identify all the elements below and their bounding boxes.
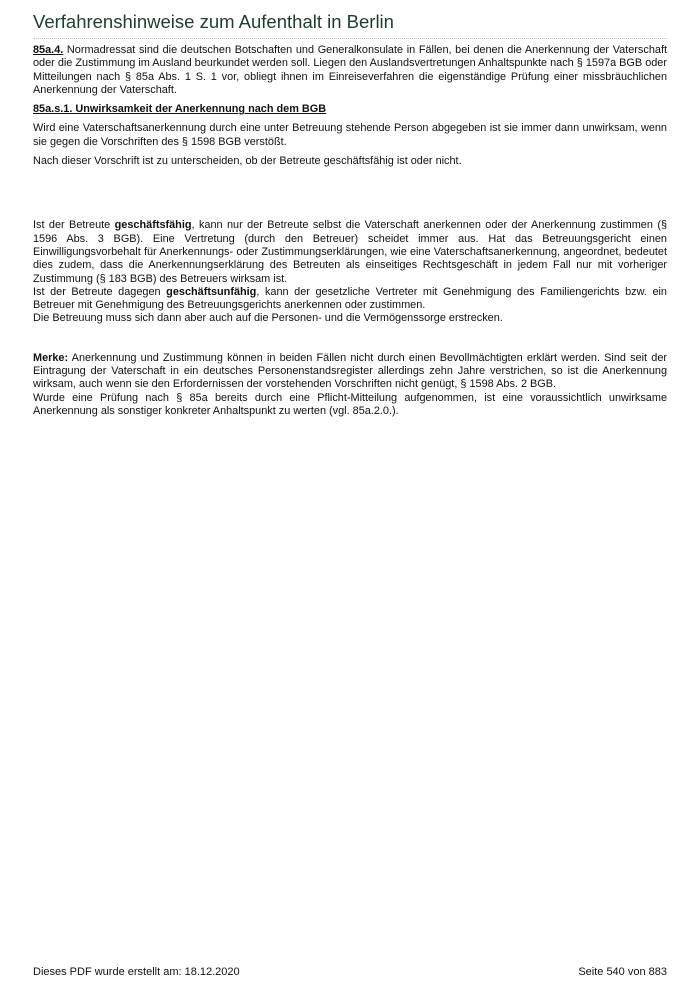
footer-created-date: Dieses PDF wurde erstellt am: 18.12.2020	[33, 966, 240, 978]
paragraph-betreuung: Die Betreuung muss sich dann aber auch auf die Personen- und die Vermögenssorge erstrecken.	[33, 312, 503, 325]
paragraph-85a4	[33, 44, 667, 97]
paragraph-geschaeftsunfaehig	[33, 286, 667, 313]
paragraph-text: Anerkennung und Zustimmung können in beiden Fällen nicht durch einen Bevollmächtigten erklärt werden. Sind seit der Eintragung der Vaterschaft in ein deutsches Personenstandsregister allerdings zehn Jahre verstrichen, so ist die Anerkennung wirksam, auch wenn sie den Erfordernissen der vorstehenden Vorschriften nicht genügt, § 1598 Abs. 2 BGB.	[33, 351, 667, 391]
paragraph-unterscheidung: Nach dieser Vorschrift ist zu unterscheiden, ob der Betreute geschäftsfähig ist oder nicht.	[33, 155, 462, 168]
paragraph-text: Normadressat sind die deutschen Botschaften und Generalkonsulate in Fällen, bei denen die Anerkennung der Vaterschaft oder die Zustimmung im Ausland beurkundet werden soll. Liegen den Auslandsvertretungen Anhaltspunkte nach § 1597a BGB oder Mitteilungen nach § 85a Abs. 1 S. 1 vor, obliegt ihnen im Einreiseverfahren die eigenständige Prüfung einer missbräuchlichen Anerkennung der Vaterschaft.	[33, 44, 667, 96]
merke-label: Merke:	[33, 351, 69, 364]
document-body	[33, 44, 667, 418]
paragraph-geschaeftsfaehig	[33, 219, 667, 285]
paragraph-text: , kann nur der Betreute selbst die Vaterschaft anerkennen oder der Anerkennung zustimmen (§ 1596 Abs. 3 BGB). Eine Vertretung (durch den Betreuer) scheidet immer aus. Hat das Betreuungsgericht einen Einwilligungsvorbehalt für Anerkennungs- oder Zustimmungserklärungen, wie eine Vaterschaftsanerkennung, angeordnet, bedeutet dies zudem, dass die Anerkennungserklärung des Betreuten als einseitiges Rechtsgeschäft in jedem Fall nur mit vorheriger Zustimmung (§ 183 BGB) des Betreuers wirksam ist.	[33, 219, 668, 285]
paragraph-text: Ist der Betreute	[33, 219, 115, 232]
section-heading-text: 85a.s.1. Unwirksamkeit der Anerkennung nach dem BGB	[33, 103, 327, 116]
bold-term-geschaeftsunfaehig: geschäftsunfähig	[166, 285, 257, 298]
paragraph-vaterschaftsanerkennung: Wird eine Vaterschaftsanerkennung durch eine unter Betreuung stehende Person abgegeben ist sie immer dann unwirksam, wenn sie gegen die Vorschriften des § 1598 BGB verstößt.	[33, 122, 667, 148]
section-number-85a4: 85a.4.	[33, 44, 64, 56]
paragraph-merke	[33, 352, 667, 392]
paragraph-text: Ist der Betreute dagegen	[33, 285, 167, 298]
section-heading	[33, 103, 667, 116]
footer-page-number: Seite 540 von 883	[578, 966, 667, 978]
paragraph-pruefung: Wurde eine Prüfung nach § 85a bereits durch eine Pflicht-Mitteilung aufgenommen, ist eine voraussichtlich unwirksame Anerkennung als sonstiger konkreter Anhaltspunkt zu werten (vgl. 85a.2.0.).	[33, 391, 667, 417]
page-header-title: Verfahrenshinweise zum Aufenthalt in Berlin	[33, 11, 667, 39]
paragraph-text: , kann der gesetzliche Vertreter mit Genehmigung des Familiengerichts bzw. ein Betreuer mit Genehmigung des Betreuungsgerichts anerkennen oder zustimmen.	[33, 285, 667, 312]
bold-term-geschaeftsfaehig: geschäftsfähig	[114, 219, 192, 232]
